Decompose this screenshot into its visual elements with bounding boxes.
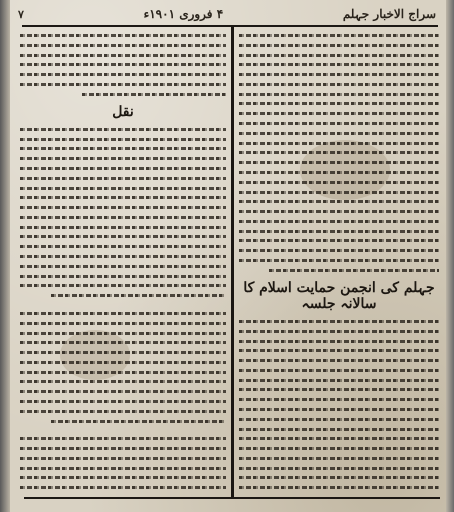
- right-column: [239, 30, 439, 492]
- header-rule: [22, 25, 438, 27]
- article-heading-anjuman: جہلم کی انجمن حمایت اسلام کا سالانہ جلسہ: [243, 279, 435, 312]
- page-header: [18, 4, 436, 24]
- column-divider: [231, 27, 234, 497]
- left-column: [20, 30, 226, 492]
- article-heading-naql: نقل: [112, 103, 134, 120]
- footer-rule: [24, 497, 440, 499]
- page-edge-left: [0, 0, 10, 512]
- page-number: ۷: [18, 7, 24, 21]
- newspaper-title: سراج الاخبار جہلم: [342, 7, 436, 21]
- page-edge-right: [446, 0, 454, 512]
- issue-date: ۴ فروری ۱۹۰۱ء: [143, 7, 224, 21]
